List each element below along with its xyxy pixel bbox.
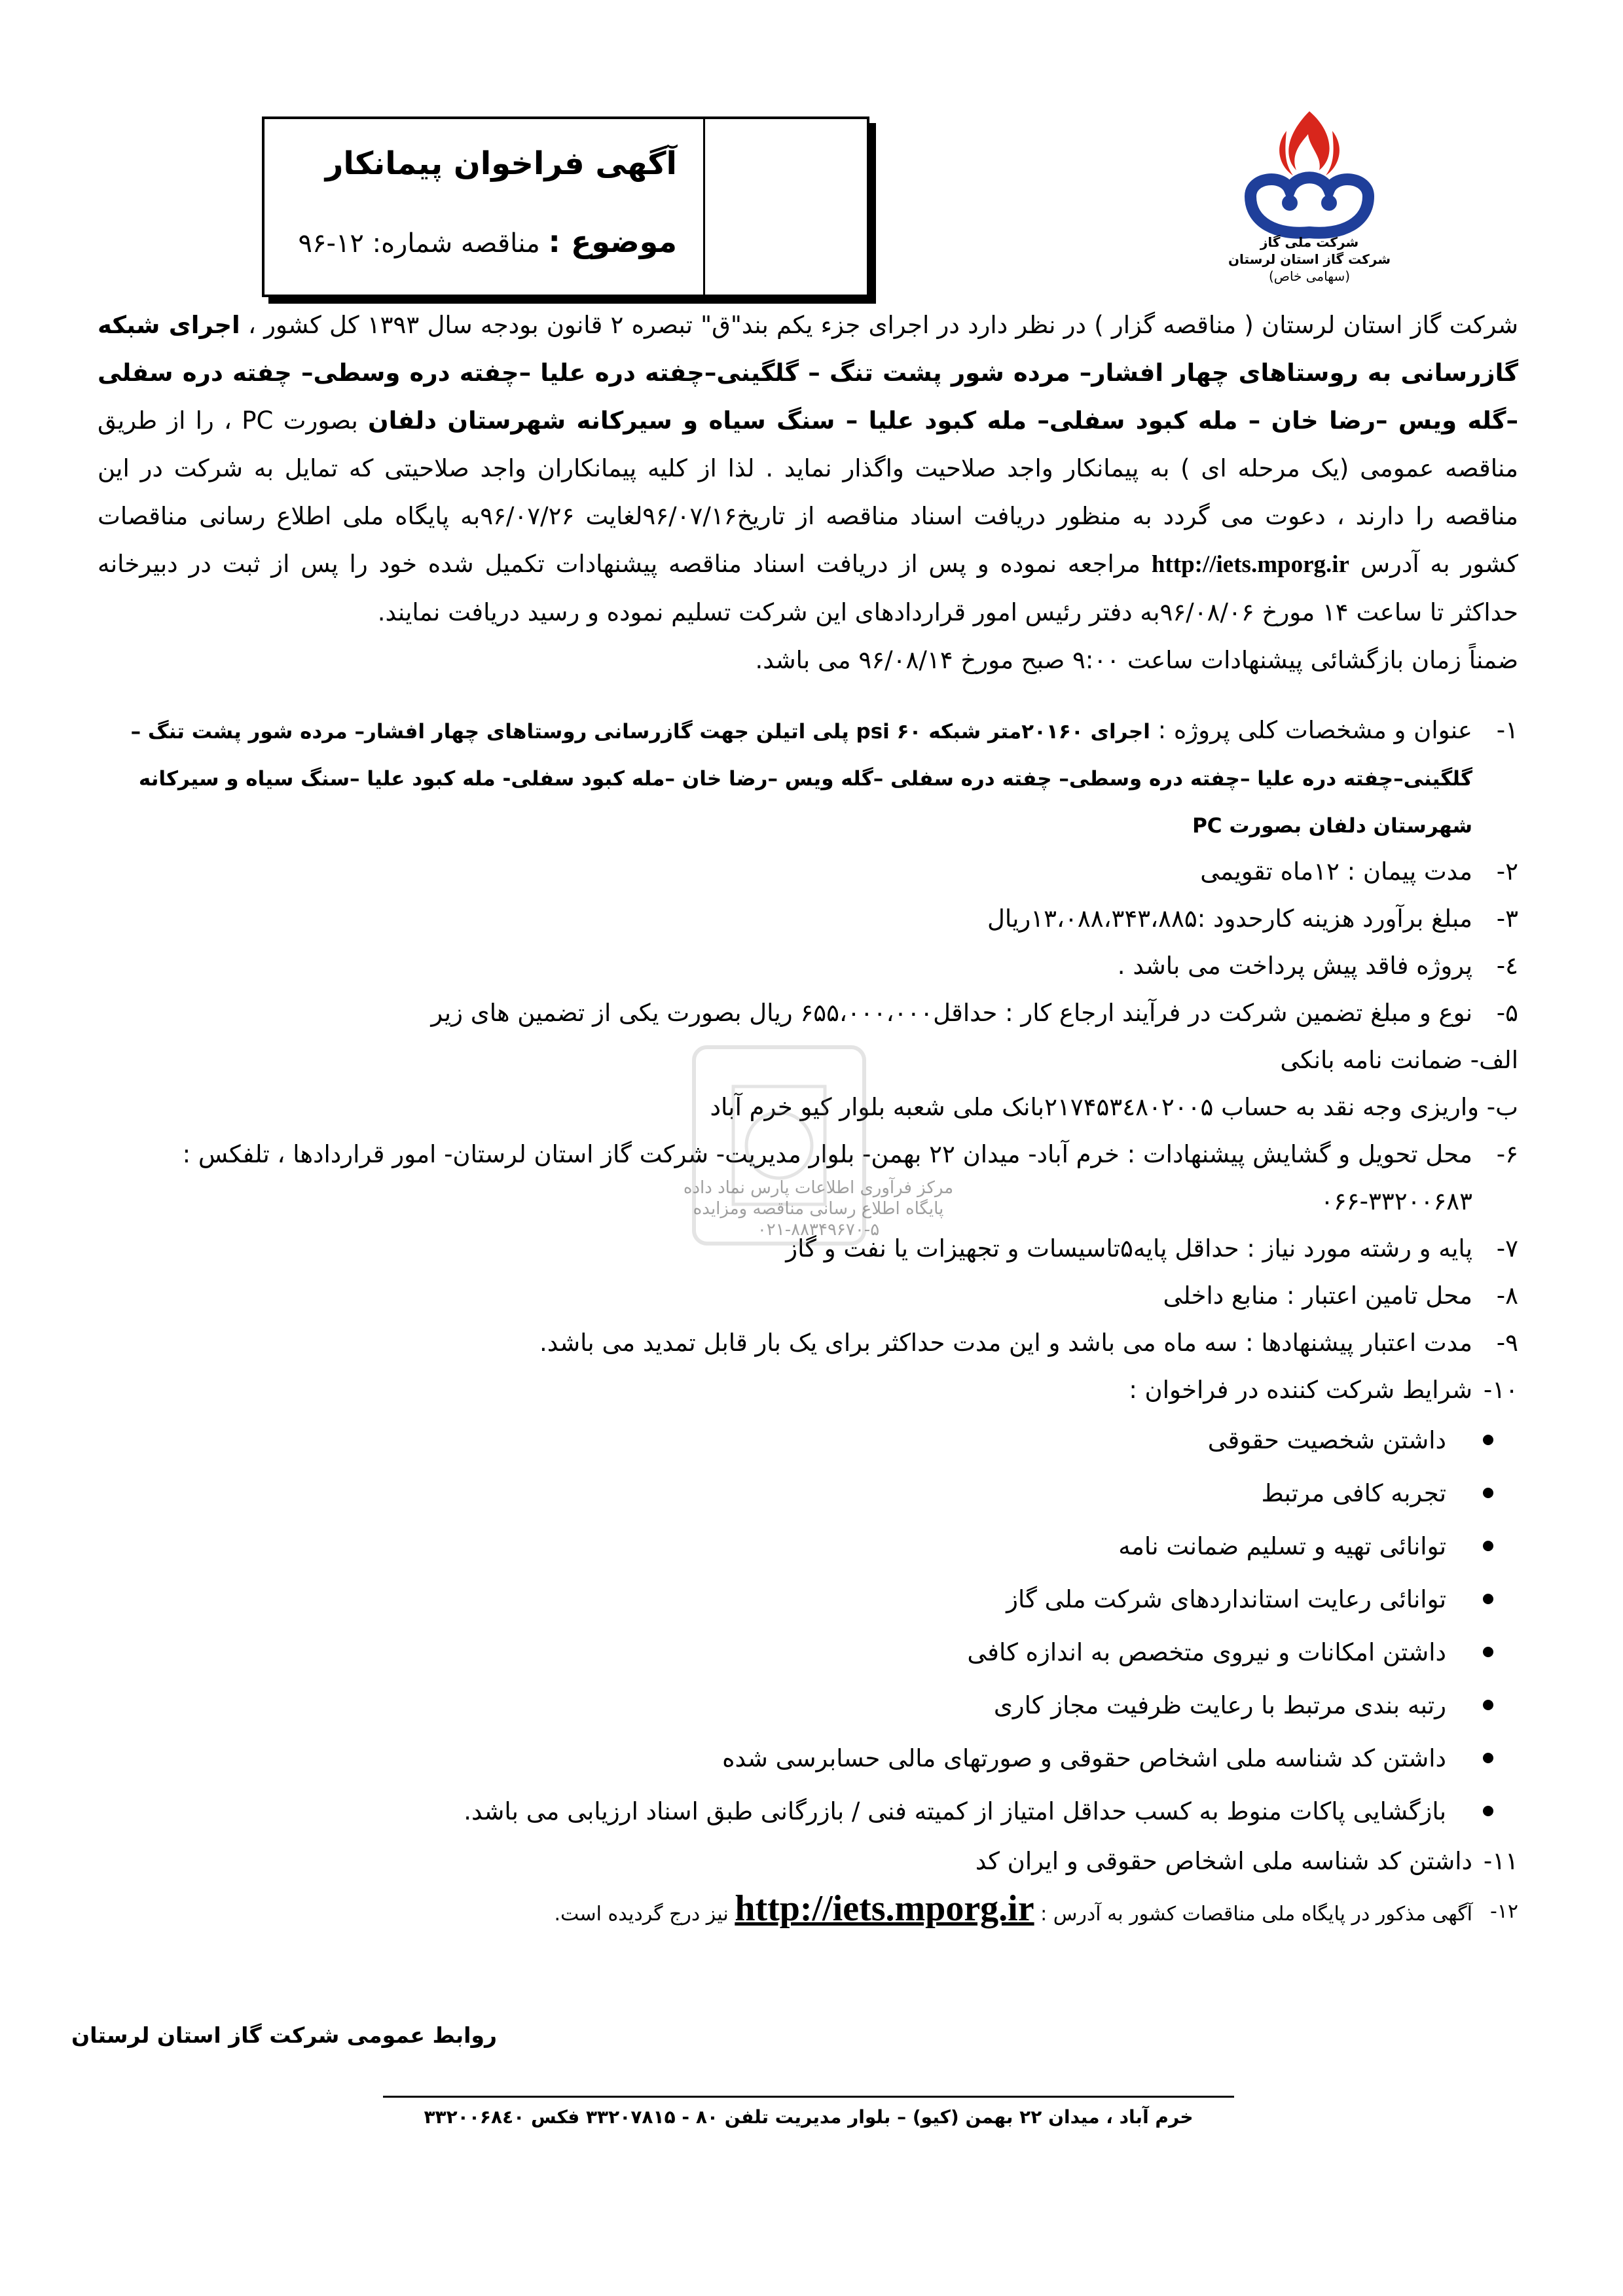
- item-10: [98, 1367, 1518, 1414]
- tender-number: مناقصه شماره: ۱۲-۹۶: [298, 228, 540, 259]
- estimated-cost: مبلغ برآورد هزینه کارحدود :۱۳،۰۸۸،۳۴۳،۸۸۵ریال: [987, 905, 1472, 933]
- list-item: تجربه کافی مرتبط: [98, 1467, 1518, 1520]
- list-item: توانائی تهیه و تسلیم ضمانت نامه: [98, 1520, 1518, 1573]
- item-11: [98, 1838, 1518, 1885]
- logo-line-2: شرکت گاز استان لرستان: [1228, 251, 1391, 267]
- contract-duration: مدت پیمان : ۱۲ماه تقویمی: [1200, 857, 1472, 886]
- header-title-cell: [264, 119, 705, 295]
- item-number: ۱۰-: [1483, 1376, 1518, 1404]
- opening-time: ضمناً زمان بازگشائی پیشنهادات ساعت ۹:۰۰ صبح مورخ ۹۶/۰۸/۱۴ می باشد.: [755, 646, 1518, 674]
- logo-line-1: شرکت ملی گاز: [1260, 234, 1359, 250]
- bullet-icon: [1483, 1435, 1493, 1445]
- list-item: بازگشایی پاکات منوط به کسب حداقل امتیاز از کمیته فنی / بازرگانی طبق اسناد ارزیابی می باشد.: [98, 1785, 1518, 1838]
- watermark-line-1: مرکز فرآوری اطلاعات پارس نماد داده: [683, 1178, 954, 1198]
- item-12: [98, 1885, 1518, 1938]
- item-9: [98, 1319, 1518, 1367]
- bullet-icon: [1483, 1488, 1493, 1498]
- participant-conditions: شرایط شرکت کننده در فراخوان :: [1129, 1376, 1472, 1404]
- item-number: ۱۱-: [1483, 1847, 1518, 1875]
- bullet-icon: [1483, 1806, 1493, 1816]
- national-id-requirement: داشتن کد شناسه ملی اشخاص حقوقی و ایران کد: [975, 1847, 1472, 1875]
- item-number: ٤-: [1496, 952, 1518, 980]
- item-number: ۶-: [1496, 1140, 1518, 1168]
- intro-part-4: مراجعه نموده و پس از دریافت اسناد مناقصه پیشنهادات تکمیل شده خود را پس از ثبت در دبیرخانه حداکثر تا ساعت ۱۴ مورخ ۹۶/۰۸/۰۶به دفتر رئیس امور قراردادهای این شرکت تسلیم نموده و رسید دریافت نمایند.: [98, 550, 1518, 626]
- item-number: ۵-: [1496, 999, 1518, 1027]
- publication-note: آگهی مذکور در پایگاه ملی مناقصات کشور به آدرس :: [1040, 1903, 1472, 1926]
- guarantee-amount: نوع و مبلغ تضمین شرکت در فرآیند ارجاع کار : حداقل۶۵۵،۰۰۰،۰۰۰ ریال بصورت یکی از تضمین های زیر: [431, 999, 1472, 1027]
- intro-paragraph: [98, 301, 1518, 684]
- item-number: ۲-: [1496, 857, 1518, 886]
- funding-source: محل تامین اعتبار : منابع داخلی: [1163, 1282, 1472, 1310]
- intro-project-title: اجرای شبکه گازرسانی به روستاهای چهار افشار– مرده شور پشت تنگ – گلگینی–چفته دره علیا –چفته دره وسطی– چفته دره سفلی –گله ویس –رضا خان – مله کبود سفلی– مله کبود علیا – سنگ سیاه و سیرکانه شهرستان دلفان: [98, 311, 1518, 435]
- watermark-stamp-icon: [668, 1008, 903, 1283]
- notice-subject: [299, 224, 678, 259]
- intro-part-3: بصورت PC ، را از طریق مناقصه عمومی (یک مرحله ای ) به پیمانکار واجد صلاحیت واگذار نماید . لذا از کلیه پیمانکاران واجد صلاحیتی که تمایل به شرکت در این مناقصه را دارند ، دعوت می گردد به منظور دریافت اسناد مناقصه از تاریخ۹۶/۰۷/۱۶لغایت ۹۶/۰۷/۲۶به پایگاه ملی اطلاع رسانی مناقصات کشور به آدرس: [98, 406, 1519, 578]
- item-number: ۸-: [1496, 1282, 1518, 1310]
- footer-address: خرم آباد ، میدان ۲۲ بهمن (کیو) – بلوار مدیریت تلفن ۸۰ - ۳۳۲۰۷۸۱۵ فکس ۳۳۲۰۰۶۸٤۰: [424, 2106, 1194, 2128]
- item-label: عنوان و مشخصات کلی پروژه :: [1158, 716, 1472, 744]
- item-3: [98, 895, 1518, 942]
- validity-period: مدت اعتبار پیشنهادها : سه ماه می باشد و این مدت حداکثر برای یک بار قابل تمدید می باشد.: [539, 1329, 1472, 1357]
- item-4: [98, 942, 1518, 990]
- bullet-icon: [1483, 1700, 1493, 1710]
- notice-title: آگهی فراخوان پیمانکار: [325, 145, 677, 182]
- bullet-icon: [1483, 1753, 1493, 1763]
- subject-label: موضوع :: [548, 224, 677, 259]
- conditions-list: [98, 1414, 1518, 1838]
- list-item: توانائی رعایت استانداردهای شرکت ملی گاز: [98, 1573, 1518, 1626]
- item-number: ۳-: [1496, 905, 1518, 933]
- guarantee-option-b: ب- واریزی وجه نقد به حساب ۲۱۷۴۵۳٤۸۰۲۰۰۵بانک ملی شعبه بلوار کیو خرم آباد: [710, 1093, 1518, 1121]
- list-item: داشتن شخصیت حقوقی: [98, 1414, 1518, 1467]
- watermark-line-3: ۰۲۱-۸۸۳۴۹۶۷۰-۵: [757, 1220, 880, 1240]
- publication-note-end: نیز درج گردیده است.: [554, 1903, 729, 1926]
- intro-part-1: شرکت گاز استان لرستان ( مناقصه گزار ) در نظر دارد در اجرای جزء یکم بند"ق" تبصره ۲ قانون بودجه سال ۱۳۹۳ کل کشور ،: [247, 311, 1518, 339]
- submission-location: محل تحویل و گشایش پیشنهادات : خرم آباد- میدان ۲۲ بهمن- بلوار مدیریت- شرکت گاز استان لرستان- امور قراردادها ، تلفکس : ۳۳۲۰۰۶۸۳-۰۶۶: [182, 1140, 1472, 1215]
- item-number: ۱-: [1496, 716, 1518, 744]
- footer-divider: [383, 2096, 1234, 2098]
- iets-link-footer[interactable]: http://iets.mporg.ir: [735, 1888, 1034, 1929]
- logo-line-3: (سهامی خاص): [1268, 268, 1351, 284]
- watermark-line-2: پایگاه اطلاع رسانی مناقصه ومزایده: [693, 1199, 944, 1219]
- item-2: [98, 848, 1518, 895]
- bullet-icon: [1483, 1594, 1493, 1604]
- item-number: ۱۲-: [1489, 1899, 1518, 1923]
- signature: روابط عمومی شرکت گاز استان لرستان: [71, 2022, 497, 2048]
- required-grade: پایه و رشته مورد نیاز : حداقل پایه۵تاسیسات و تجهیزات یا نفت و گاز: [786, 1234, 1472, 1263]
- header-empty-cell: [705, 119, 867, 295]
- tender-items: [98, 707, 1518, 1938]
- iets-link[interactable]: http://iets.mporg.ir: [1151, 551, 1349, 578]
- item-number: ۷-: [1496, 1234, 1518, 1263]
- guarantee-option-a: الف- ضمانت نامه بانکی: [1280, 1046, 1518, 1074]
- header-box: [262, 117, 869, 297]
- no-prepayment: پروژه فاقد پیش پرداخت می باشد .: [1117, 952, 1472, 980]
- bullet-icon: [1483, 1541, 1493, 1551]
- project-spec: اجرای ۲۰۱۶۰متر شبکه ۶۰ psi پلی اتیلن جهت گازرسانی روستاهای چهار افشار– مرده شور پشت تنگ – گلگینی–چفته دره علیا –چفته دره وسطی– چفته دره سفلی –گله ویس –رضا خان –مله کبود سفلی- مله کبود علیا –سنگ سیاه و سیرکانه شهرستان دلفان بصورت PC: [130, 720, 1472, 838]
- item-number: ۹-: [1496, 1329, 1518, 1357]
- list-item: داشتن امکانات و نیروی متخصص به اندازه کافی: [98, 1626, 1518, 1679]
- list-item: داشتن کد شناسه ملی اشخاص حقوقی و صورتهای مالی حسابرسی شده: [98, 1732, 1518, 1785]
- bullet-icon: [1483, 1647, 1493, 1657]
- list-item: رتبه بندی مرتبط با رعایت ظرفیت مجاز کاری: [98, 1679, 1518, 1732]
- item-1: [98, 707, 1518, 848]
